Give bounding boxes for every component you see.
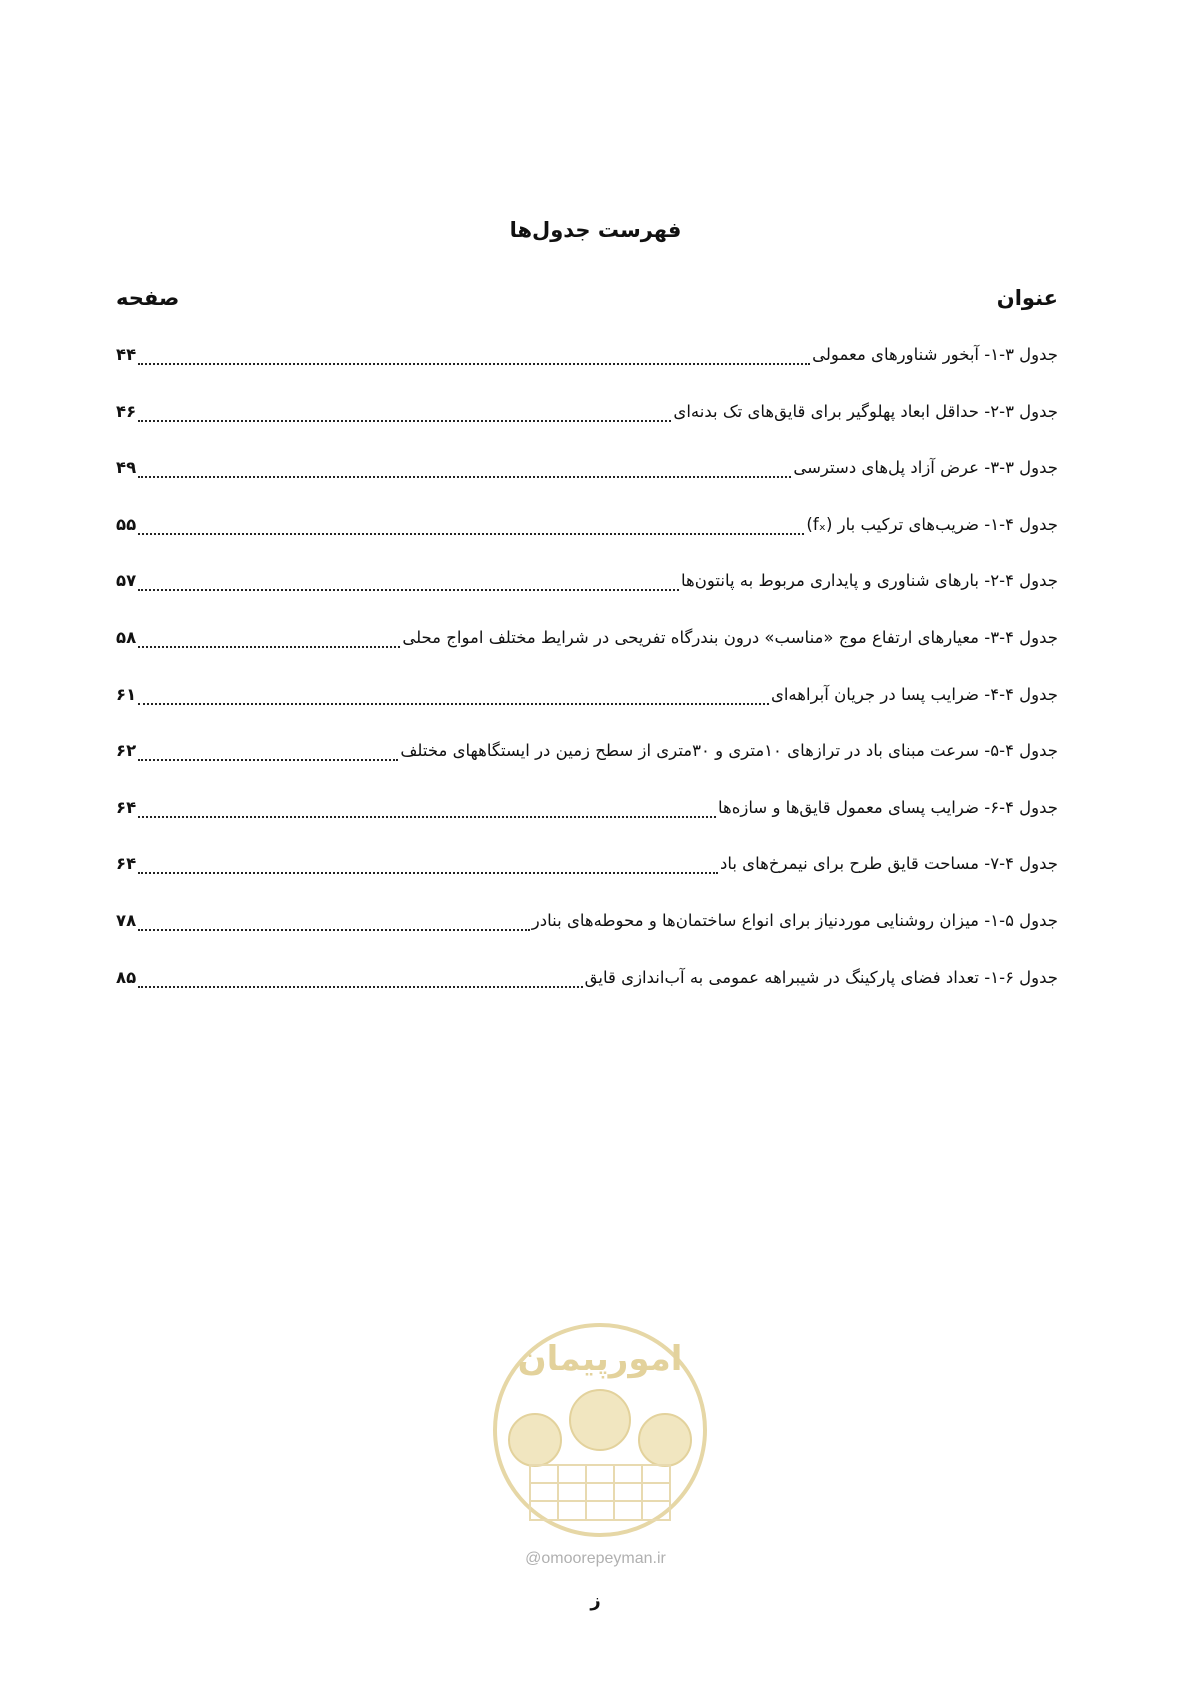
toc-entry-page: ۶۲ [116, 741, 137, 761]
dot-leader [138, 789, 716, 818]
toc-list [116, 336, 1058, 1015]
dot-leader [138, 449, 791, 478]
toc-entry-page: ۸۵ [116, 967, 137, 987]
toc-row[interactable] [116, 732, 1058, 789]
toc-row[interactable] [116, 562, 1058, 619]
toc-row[interactable] [116, 449, 1058, 506]
toc-entry-page: ۶۴ [116, 797, 137, 817]
toc-entry-title: جدول ۴-۵- سرعت مبنای باد در ترازهای ۱۰متری و ۳۰متری از سطح زمین در ایستگاههای مختلف [400, 741, 1058, 761]
toc-entry-title: جدول ۳-۲- حداقل ابعاد پهلوگیر برای قایق‌های تک بدنه‌ای [673, 401, 1058, 421]
dot-leader [138, 959, 582, 988]
toc-entry-title: جدول ۴-۷- مساحت قایق طرح برای نیمرخ‌های باد [719, 854, 1058, 874]
page-number: ز [590, 1590, 601, 1611]
toc-entry-page: ۵۸ [116, 627, 137, 647]
toc-row[interactable] [116, 393, 1058, 450]
toc-entry-title: جدول ۳-۳- عرض آزاد پل‌های دسترسی [793, 458, 1058, 478]
toc-row[interactable] [116, 506, 1058, 563]
toc-row[interactable] [116, 959, 1058, 1016]
toc-entry-page: ۴۹ [116, 458, 137, 478]
toc-row[interactable] [116, 902, 1058, 959]
dot-leader [138, 619, 400, 648]
dot-leader [138, 902, 530, 931]
toc-entry-title: جدول ۴-۴- ضرایب پسا در جریان آبراهه‌ای [770, 684, 1058, 704]
toc-entry-title: جدول ۴-۶- ضرایب پسای معمول قایق‌ها و سازه‌ها [718, 797, 1058, 817]
toc-entry-title: جدول ۴-۳- معیارهای ارتفاع موج «مناسب» درون بندرگاه تفریحی در شرایط مختلف امواج محلی [402, 627, 1058, 647]
dot-leader [138, 562, 679, 591]
toc-entry-title: جدول ۵-۱- میزان روشنایی موردنیاز برای انواع ساختمان‌ها و محوطه‌های بنادر [531, 910, 1058, 930]
toc-row[interactable] [116, 619, 1058, 676]
toc-row[interactable] [116, 789, 1058, 846]
toc-entry-page: ۶۴ [116, 854, 137, 874]
toc-entry-title: جدول ۳-۱- آبخور شناورهای معمولی [812, 345, 1058, 364]
page-title: فهرست جدول‌ها [509, 218, 682, 242]
toc-row[interactable] [116, 336, 1058, 393]
watermark-logo [490, 1300, 710, 1560]
toc-entry-page: ۶۱ [116, 684, 137, 704]
toc-header [116, 286, 1058, 310]
toc-entry-page: ۴۶ [116, 401, 137, 421]
dot-leader [138, 732, 398, 761]
toc-entry-page: ۵۵ [116, 514, 137, 534]
toc-row[interactable] [116, 845, 1058, 902]
toc-entry-title: جدول ۴-۱- ضریب‌های ترکیب بار (fₓ) [806, 514, 1058, 534]
toc-entry-title: جدول ۴-۲- بارهای شناوری و پایداری مربوط به پانتون‌ها [681, 571, 1058, 591]
watermark-caption: @omoorepeyman.ir [525, 1550, 666, 1567]
dot-leader [138, 393, 671, 422]
toc-entry-page: ۴۴ [116, 345, 137, 364]
toc-row[interactable] [116, 676, 1058, 733]
watermark-logo-text: امورپیمان [517, 1339, 683, 1379]
toc-entry-page: ۷۸ [116, 910, 137, 930]
column-page-label: صفحه [116, 286, 180, 310]
dot-leader [138, 336, 810, 365]
dot-leader [138, 506, 804, 535]
toc-entry-page: ۵۷ [116, 571, 137, 591]
dot-leader [138, 676, 769, 705]
dot-leader [138, 845, 718, 874]
column-title-label: عنوان [996, 286, 1058, 310]
toc-entry-title: جدول ۶-۱- تعداد فضای پارکینگ در شیبراهه عمومی به آب‌اندازی قایق [584, 967, 1058, 987]
